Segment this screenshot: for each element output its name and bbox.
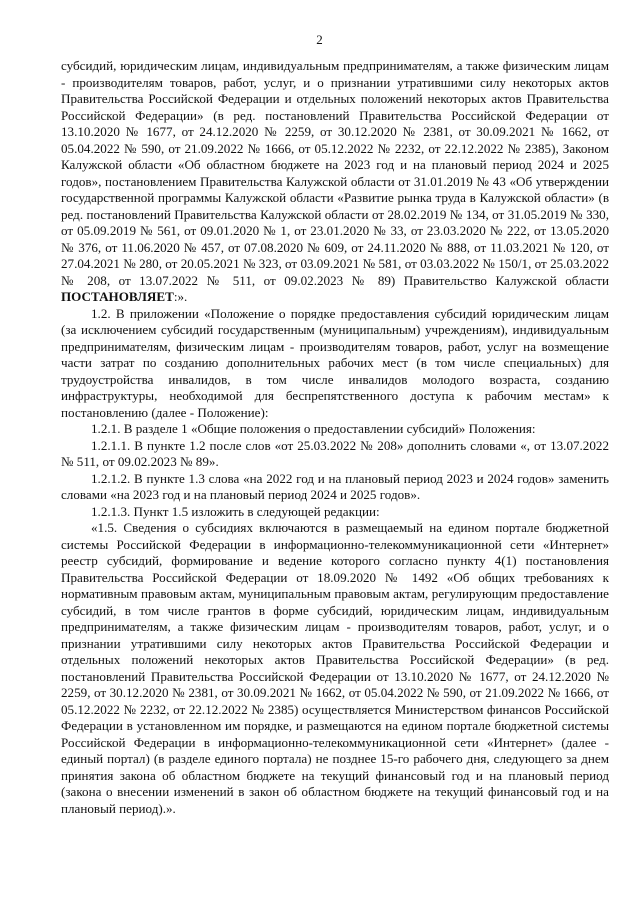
paragraph-item-1-2-1-1: 1.2.1.1. В пункте 1.2 после слов «от 25.03.2022 № 208» дополнить словами «, от 13.07.2022 № 511, от 09.02.2023 № 89». xyxy=(61,437,609,469)
paragraph-item-1-5-new: «1.5. Сведения о субсидиях включаются в размещаемый на едином портале бюджетной системы Российской Федерации в информационно-телекоммуникационной сети «Интернет» реестр субсидий, формирование и ведение которого согласно пункту 4(1) постановления Правительства Российской Федерации от 18.09.2020 № 1492 «Об общих требованиях к нормативным правовым актам, муниципальным правовым актам, регулирующим предоставление субсидий, в том числе грантов в форме субсидий, юридическим лицам, индивидуальным предпринимателям, а также физическим лицам - производителям товаров, работ, услуг, и о признании утратившими силу некоторых актов Правительства Российской Федерации и отдельных положений некоторых актов Правительства Российской Федерации» (в ред. постановлений Правительства Российской Федерации от 13.10.2020 № 1677, от 24.12.2020 № 2259, от 30.12.2020 № 2381, от 30.09.2021 № 1662, от 05.04.2022 № 590, от 21.09.2022 № 1666, от 05.12.2022 № 2232, от 22.12.2022 № 2385) осуществляется Министерством финансов Российской Федерации в установленном им порядке, и размещаются на едином портале бюджетной системы Российской Федерации в информационно-телекоммуникационной сети «Интернет» (далее - единый портал) (в разделе единого портала) не позднее 15-го рабочего дня, следующего за днем принятия закона об областном бюджете на текущий финансовый год и на плановый период (закона о внесении изменений в закон об областном бюджете на текущий финансовый год и на плановый период).». xyxy=(61,520,609,816)
paragraph-item-1-2-1-3: 1.2.1.3. Пункт 1.5 изложить в следующей редакции: xyxy=(91,503,380,519)
paragraph-item-1-2: 1.2. В приложении «Положение о порядке предоставления субсидий юридическим лицам (за исключением субсидий государственным (муниципальным) учреждениям), индивидуальным предпринимателям, физическим лицам - производителям товаров, работ, услуг на возмещение части затрат по созданию дополнительных рабочих мест (в том числе специальных) для трудоустройства инвалидов, в том числе инвалидов молодого возраста, созданию инфраструктуры, необходимой для беспрепятственного доступа к рабочим местам» к постановлению (далее - Положение): xyxy=(61,305,609,420)
paragraph-text: субсидий, юридическим лицам, индивидуальным предпринимателям, а также физическим лицам - производителям товаров, работ, услуг, и о признании утратившими силу некоторых актов Правительства Российской Федерации и отдельных положений некоторых актов Правительства Российской Федерации» (в ред. постановлений Правительства Российской Федерации от 13.10.2020 № 1677, от 24.12.2020 № 2259, от 30.12.2020 № 2381, от 30.09.2021 № 1662, от 05.04.2022 № 590, от 21.09.2022 № 1666, от 05.12.2022 № 2232, от 22.12.2022 № 2385), Законом Калужской области «Об областном бюджете на 2023 год и на плановый период 2024 и 2025 годов», постановлением Правительства Калужской области от 31.01.2019 № 43 «Об утверждении государственной программы Калужской области «Развитие рынка труда в Калужской области» (в ред. постановлений Правительства Калужской области от 28.02.2019 № 134, от 31.05.2019 № 330, от 05.09.2019 № 561, от 09.01.2020 № 1, от 23.01.2020 № 33, от 23.03.2020 № 222, от 13.05.2020 № 376, от 11.06.2020 № 457, от 07.08.2020 № 609, от 24.11.2020 № 888, от 11.03.2021 № 120, от 27.04.2021 № 280, от 20.05.2021 № 323, от 03.09.2021 № 581, от 03.03.2022 № 150/1, от 25.03.2022 № 208, от 13.07.2022 № 511, от 09.02.2023 № 89) Правительство Калужской области xyxy=(61,58,609,288)
document-body xyxy=(61,58,609,817)
paragraph-item-1-2-1-2: 1.2.1.2. В пункте 1.3 слова «на 2022 год и на плановый период 2023 и 2024 годов» заменить словами «на 2023 год и на плановый период 2024 и 2025 годов». xyxy=(61,470,609,502)
decree-keyword: ПОСТАНОВЛЯЕТ xyxy=(61,289,174,304)
paragraph-intro-continued xyxy=(61,58,609,306)
paragraph-item-1-2-1: 1.2.1. В разделе 1 «Общие положения о предоставлении субсидий» Положения: xyxy=(91,421,536,436)
page-number: 2 xyxy=(316,32,323,47)
decree-keyword-suffix: :». xyxy=(173,289,188,304)
